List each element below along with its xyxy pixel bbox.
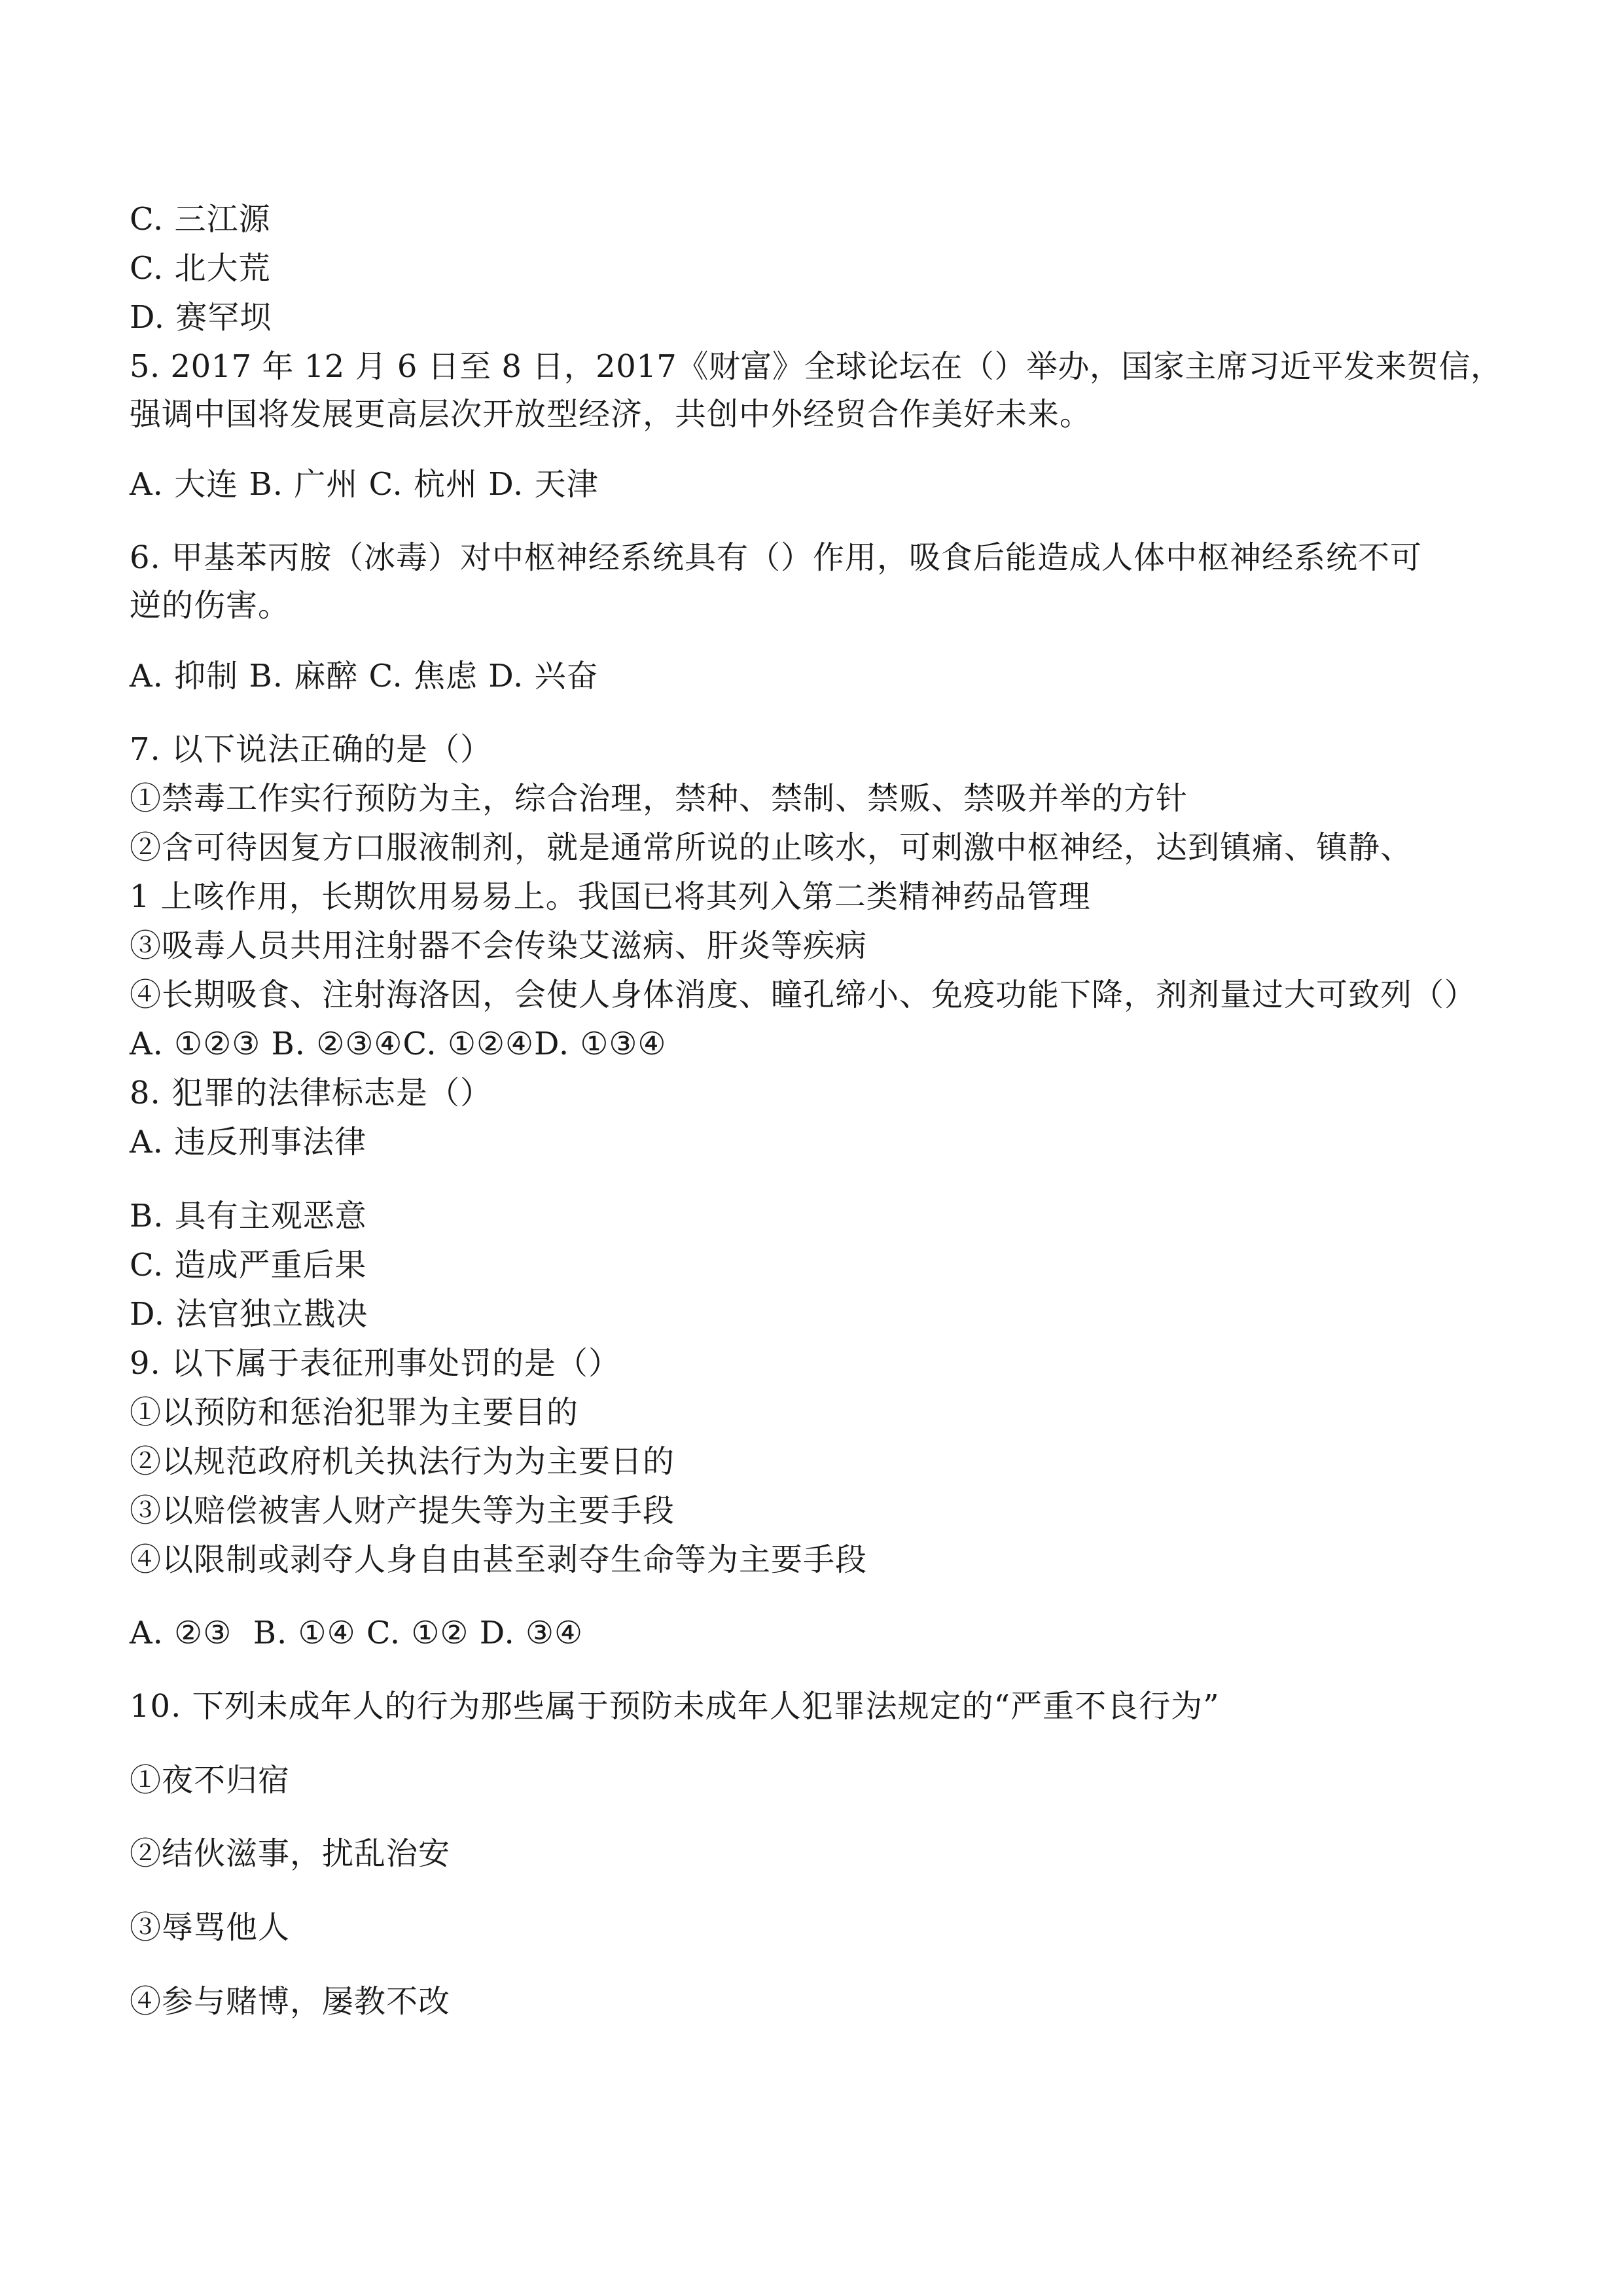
question-10-stem: 10. 下列未成年人的行为那些属于预防未成年人犯罪法规定的“严重不良行为”	[130, 1688, 1220, 1725]
question-6-line-2: 逆的伤害。	[130, 587, 291, 624]
question-10-item-4: ④参与赌博，屡教不改	[130, 1983, 451, 2020]
question-7-stem: 7. 以下说法正确的是（）	[130, 731, 493, 768]
option-c-beidahuang: C. 北大荒	[130, 250, 271, 287]
question-7-item-3: ③吸毒人员共用注射器不会传染艾滋病、肝炎等疾病	[130, 927, 868, 964]
question-5-line-1: 5. 2017 年 12 月 6 日至 8 日，2017《财富》全球论坛在（）举办，国家主席习近平发来贺信，	[130, 348, 1503, 385]
question-7-options: A. ①②③ B. ②③④C. ①②④D. ①③④	[130, 1026, 667, 1062]
question-7-item-2-cont: 1 上咳作用，长期饮用易易上。我国已将其列入第二类精神药品管理	[130, 878, 1091, 915]
option-c-sanjiangyuan: C. 三江源	[130, 201, 271, 238]
question-7-item-2: ②含可待因复方口服液制剂，就是通常所说的止咳水，可刺激中枢神经，达到镇痛、镇静、	[130, 829, 1413, 866]
question-7-item-4: ④长期吸食、注射海洛因，会使人身体消度、瞳孔缔小、免疫功能下降，剂剂量过大可致列（）	[130, 977, 1477, 1013]
question-8-stem: 8. 犯罪的法律标志是（）	[130, 1075, 493, 1111]
question-5-line-2: 强调中国将发展更高层次开放型经济，共创中外经贸合作美好未来。	[130, 396, 1092, 433]
question-9-item-2: ②以规范政府机关执法行为为主要日的	[130, 1443, 675, 1480]
question-9-item-4: ④以限制或剥夺人身自由甚至剥夺生命等为主要手段	[130, 1541, 868, 1578]
question-8-option-d: D. 法官独立戡决	[130, 1296, 368, 1333]
question-8-option-b: B. 具有主观恶意	[130, 1198, 367, 1234]
question-6-options: A. 抑制 B. 麻醉 C. 焦虑 D. 兴奋	[130, 658, 599, 694]
question-7-item-1: ①禁毒工作实行预防为主，综合治理，禁种、禁制、禁贩、禁吸并举的方针	[130, 780, 1188, 817]
question-9-options: A. ②③ B. ①④ C. ①② D. ③④	[130, 1615, 584, 1651]
option-d-saihanba: D. 赛罕坝	[130, 299, 272, 336]
question-5-options: A. 大连 B. 广州 C. 杭州 D. 天津	[130, 466, 599, 503]
question-9-item-3: ③以赔偿被害人财产提失等为主要手段	[130, 1492, 675, 1529]
question-6-line-1: 6. 甲基苯丙胺（冰毒）对中枢神经系统具有（）作用，吸食后能造成人体中枢神经系统不可	[130, 539, 1423, 576]
question-9-item-1: ①以预防和惩治犯罪为主要目的	[130, 1394, 579, 1431]
question-9-stem: 9. 以下属于表征刑事处罚的是（）	[130, 1345, 621, 1382]
question-8-option-a: A. 违反刑事法律	[130, 1124, 367, 1160]
question-10-item-1: ①夜不归宿	[130, 1762, 291, 1799]
question-8-option-c: C. 造成严重后果	[130, 1247, 367, 1283]
question-10-item-3: ③辱骂他人	[130, 1909, 291, 1946]
question-10-item-2: ②结伙滋事，扰乱治安	[130, 1835, 451, 1872]
